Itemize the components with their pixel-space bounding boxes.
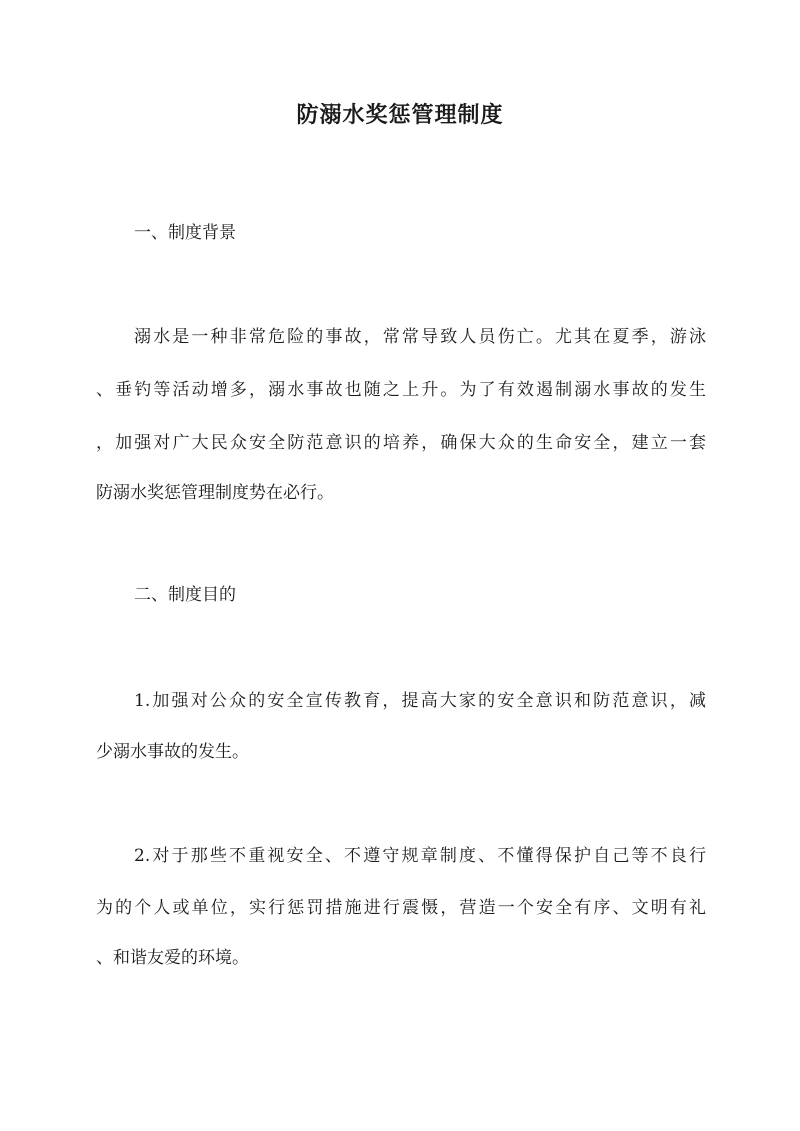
section-heading-background: 一、制度背景 [134, 223, 236, 243]
section-heading-purpose: 二、制度目的 [134, 585, 236, 605]
paragraph-line: 1.加强对公众的安全宣传教育，提高大家的安全意识和防范意识，减 [134, 691, 706, 711]
paragraph-line: 、和谐友爱的环境。 [96, 948, 249, 968]
paragraph-line: 防溺水奖惩管理制度势在必行。 [96, 483, 334, 503]
document-title: 防溺水奖惩管理制度 [296, 102, 504, 128]
paragraph-line: 、垂钓等活动增多，溺水事故也随之上升。为了有效遏制溺水事故的发生 [96, 380, 706, 400]
paragraph-line: ，加强对广大民众安全防范意识的培养，确保大众的生命安全，建立一套 [96, 433, 706, 453]
paragraph-line: 2.对于那些不重视安全、不遵守规章制度、不懂得保护自己等不良行 [134, 846, 706, 866]
paragraph-line: 溺水是一种非常危险的事故，常常导致人员伤亡。尤其在夏季，游泳 [134, 327, 706, 347]
paragraph-line: 少溺水事故的发生。 [96, 742, 249, 762]
paragraph-line: 为的个人或单位，实行惩罚措施进行震慑，营造一个安全有序、文明有礼 [96, 898, 706, 918]
